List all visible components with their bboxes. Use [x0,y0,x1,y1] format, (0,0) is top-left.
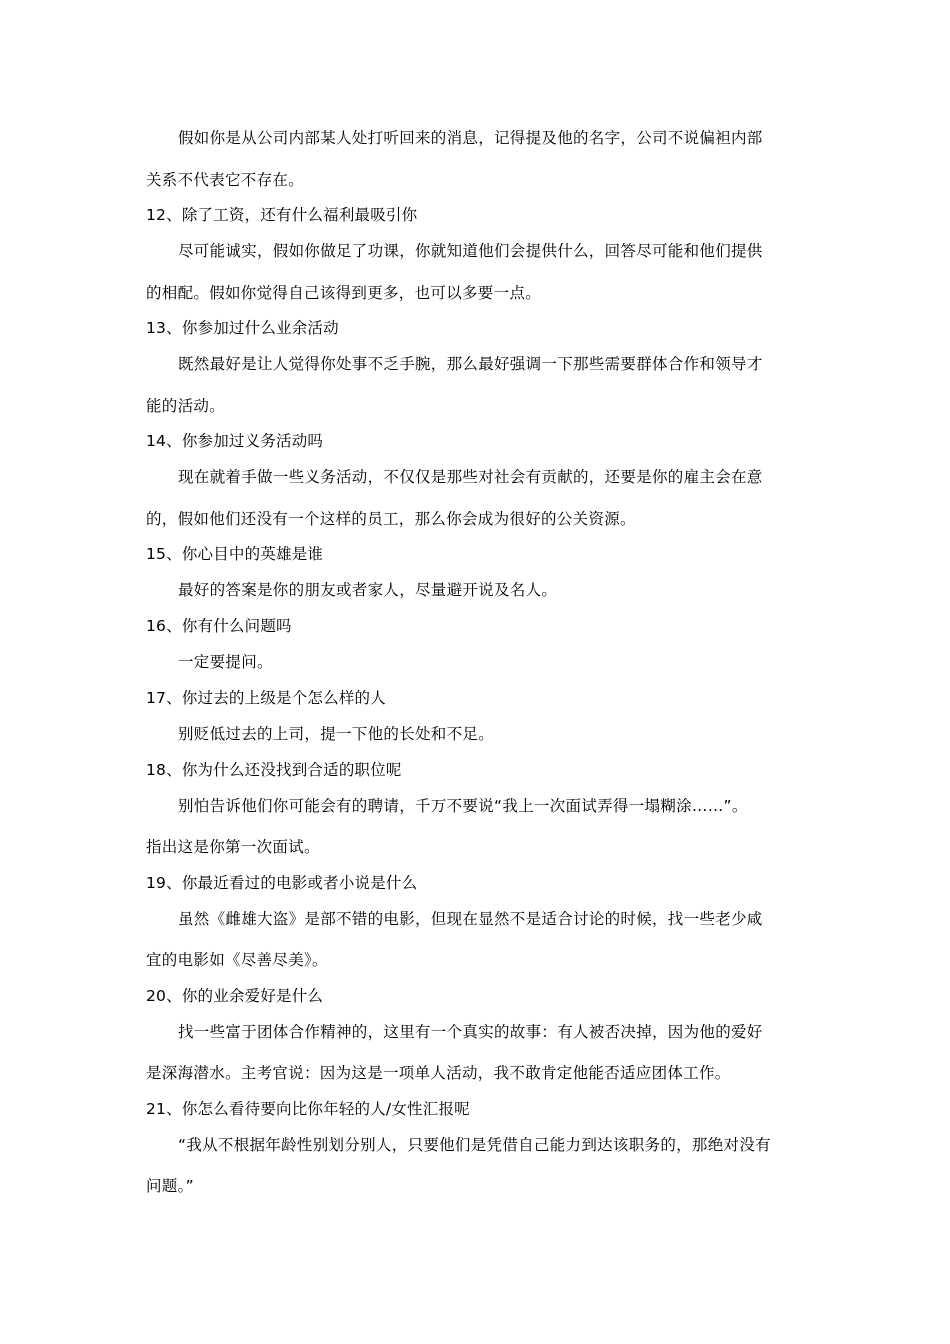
paragraph-line: 最好的答案是你的朋友或者家人，尽量避开说及名人。 [178,581,558,599]
question-heading: 21、你怎么看待要向比你年轻的人/女性汇报呢 [146,1100,470,1118]
paragraph-line: 找一些富于团体合作精神的，这里有一个真实的故事：有人被否决掉，因为他的爱好 [178,1023,763,1041]
paragraph-line: 是深海潜水。主考官说：因为这是一项单人活动，我不敢肯定他能否适应团体工作。 [146,1064,731,1082]
paragraph-line: 关系不代表它不存在。 [146,171,305,189]
paragraph-line: 别怕告诉他们你可能会有的聘请，千万不要说“我上一次面试弄得一塌糊涂……”。 [178,797,748,815]
paragraph-line: 虽然《雌雄大盗》是部不错的电影，但现在显然不是适合讨论的时候，找一些老少咸 [178,910,763,928]
paragraph-line: 能的活动。 [146,397,226,415]
question-heading: 12、除了工资，还有什么福利最吸引你 [146,206,418,224]
question-heading: 14、你参加过义务活动吗 [146,432,324,450]
question-heading: 18、你为什么还没找到合适的职位呢 [146,761,402,779]
question-heading: 19、你最近看过的电影或者小说是什么 [146,874,418,892]
paragraph-line: 的，假如他们还没有一个这样的员工，那么你会成为很好的公关资源。 [146,510,636,528]
paragraph-line: 尽可能诚实，假如你做足了功课，你就知道他们会提供什么，回答尽可能和他们提供 [178,242,763,260]
question-heading: 17、你过去的上级是个怎么样的人 [146,689,386,707]
question-heading: 13、你参加过什么业余活动 [146,319,339,337]
paragraph-line: 假如你是从公司内部某人处打听回来的消息，记得提及他的名字，公司不说偏袒内部 [178,129,763,147]
question-heading: 15、你心目中的英雄是谁 [146,545,324,563]
paragraph-line: 既然最好是让人觉得你处事不乏手腕，那么最好强调一下那些需要群体合作和领导才 [178,355,763,373]
paragraph-line: 宜的电影如《尽善尽美》。 [146,951,328,969]
paragraph-line: 别贬低过去的上司，提一下他的长处和不足。 [178,725,495,743]
paragraph-line: 的相配。假如你觉得自己该得到更多，也可以多要一点。 [146,284,542,302]
paragraph-line: 一定要提问。 [178,653,273,671]
question-heading: 20、你的业余爱好是什么 [146,987,324,1005]
paragraph-line: “我从不根据年龄性别划分别人，只要他们是凭借自己能力到达该职务的，那绝对没有 [178,1136,771,1154]
paragraph-line: 指出这是你第一次面试。 [146,838,320,856]
paragraph-line: 问题。” [146,1177,194,1195]
paragraph-line: 现在就着手做一些义务活动，不仅仅是那些对社会有贡献的，还要是你的雇主会在意 [178,468,763,486]
question-heading: 16、你有什么问题吗 [146,617,292,635]
